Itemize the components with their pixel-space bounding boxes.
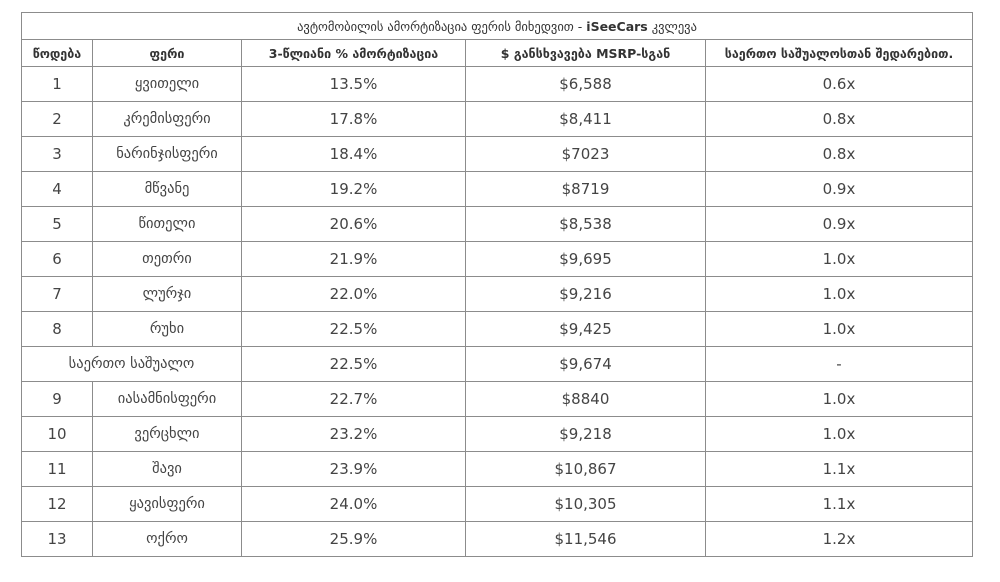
table-row <box>22 417 973 452</box>
table-row <box>22 312 973 347</box>
rank-cell: 2 <box>22 102 93 137</box>
table-row <box>22 172 973 207</box>
table-row <box>22 102 973 137</box>
vs-average-cell: 0.9x <box>706 207 973 242</box>
color-cell: ვერცხლი <box>93 417 242 452</box>
depreciation-cell: 22.5% <box>242 312 466 347</box>
color-cell: ნარინჯისფერი <box>93 137 242 172</box>
msrp-difference-cell: $9,216 <box>466 277 706 312</box>
color-cell: ყვითელი <box>93 67 242 102</box>
msrp-difference-cell: $8719 <box>466 172 706 207</box>
rank-cell: 3 <box>22 137 93 172</box>
vs-average-cell: 1.0x <box>706 382 973 417</box>
rank-cell: 8 <box>22 312 93 347</box>
table-row <box>22 522 973 557</box>
header-msrp-difference: $ განსხვავება MSRP-სგან <box>466 40 706 67</box>
title-suffix: კვლევა <box>647 18 697 34</box>
vs-average-cell: 0.8x <box>706 102 973 137</box>
vs-average-cell: 1.1x <box>706 452 973 487</box>
title-source: iSeeCars <box>586 18 648 34</box>
color-cell: იასამნისფერი <box>93 382 242 417</box>
depreciation-cell: 21.9% <box>242 242 466 277</box>
rank-cell: 10 <box>22 417 93 452</box>
msrp-difference-cell: $8840 <box>466 382 706 417</box>
rank-cell: 12 <box>22 487 93 522</box>
depreciation-cell: 23.9% <box>242 452 466 487</box>
depreciation-cell: 22.0% <box>242 277 466 312</box>
rank-cell: 9 <box>22 382 93 417</box>
title-prefix: ავტომობილის ამორტიზაცია ფერის მიხედვით - <box>297 18 587 34</box>
color-cell: ლურჯი <box>93 277 242 312</box>
table-header-row <box>22 40 973 67</box>
table-row <box>22 277 973 312</box>
rank-cell: 6 <box>22 242 93 277</box>
rank-cell: 1 <box>22 67 93 102</box>
depreciation-cell: 25.9% <box>242 522 466 557</box>
vs-average-cell: 0.9x <box>706 172 973 207</box>
vs-average-cell: 1.0x <box>706 242 973 277</box>
header-depreciation: 3-წლიანი % ამორტიზაცია <box>242 40 466 67</box>
table-row <box>22 242 973 277</box>
header-color: ფერი <box>93 40 242 67</box>
vs-average-cell: 0.8x <box>706 137 973 172</box>
depreciation-cell: 24.0% <box>242 487 466 522</box>
msrp-difference-cell: $6,588 <box>466 67 706 102</box>
color-cell: ყავისფერი <box>93 487 242 522</box>
table-title-row <box>22 13 973 40</box>
msrp-difference-cell: $11,546 <box>466 522 706 557</box>
msrp-difference-cell: $9,695 <box>466 242 706 277</box>
header-rank: წოდება <box>22 40 93 67</box>
table-row <box>22 487 973 522</box>
vs-average-cell: 1.0x <box>706 277 973 312</box>
vs-average-cell: 1.2x <box>706 522 973 557</box>
depreciation-cell: 20.6% <box>242 207 466 242</box>
msrp-difference-cell: $9,674 <box>466 347 706 382</box>
table-row <box>22 452 973 487</box>
vs-average-cell: 1.1x <box>706 487 973 522</box>
vs-average-cell: - <box>706 347 973 382</box>
msrp-difference-cell: $9,425 <box>466 312 706 347</box>
depreciation-cell: 19.2% <box>242 172 466 207</box>
msrp-difference-cell: $7023 <box>466 137 706 172</box>
color-cell: თეთრი <box>93 242 242 277</box>
overall-average-row <box>22 347 973 382</box>
msrp-difference-cell: $9,218 <box>466 417 706 452</box>
table-row <box>22 137 973 172</box>
depreciation-cell: 22.7% <box>242 382 466 417</box>
rank-cell: 7 <box>22 277 93 312</box>
vs-average-cell: 0.6x <box>706 67 973 102</box>
depreciation-cell: 23.2% <box>242 417 466 452</box>
vs-average-cell: 1.0x <box>706 417 973 452</box>
depreciation-cell: 22.5% <box>242 347 466 382</box>
color-cell: კრემისფერი <box>93 102 242 137</box>
table-row <box>22 67 973 102</box>
msrp-difference-cell: $8,538 <box>466 207 706 242</box>
msrp-difference-cell: $10,867 <box>466 452 706 487</box>
msrp-difference-cell: $8,411 <box>466 102 706 137</box>
depreciation-cell: 17.8% <box>242 102 466 137</box>
table-row <box>22 207 973 242</box>
vs-average-cell: 1.0x <box>706 312 973 347</box>
header-vs-average: საერთო საშუალოსთან შედარებით. <box>706 40 973 67</box>
rank-cell: 11 <box>22 452 93 487</box>
table-title <box>22 13 973 40</box>
depreciation-cell: 18.4% <box>242 137 466 172</box>
table-row <box>22 382 973 417</box>
color-cell: შავი <box>93 452 242 487</box>
color-cell: წითელი <box>93 207 242 242</box>
depreciation-table-container <box>21 12 972 557</box>
rank-cell: 5 <box>22 207 93 242</box>
depreciation-by-color-table <box>21 12 973 557</box>
msrp-difference-cell: $10,305 <box>466 487 706 522</box>
color-cell: მწვანე <box>93 172 242 207</box>
rank-cell: 13 <box>22 522 93 557</box>
overall-average-label: საერთო საშუალო <box>22 347 242 382</box>
rank-cell: 4 <box>22 172 93 207</box>
color-cell: ოქრო <box>93 522 242 557</box>
depreciation-cell: 13.5% <box>242 67 466 102</box>
color-cell: რუხი <box>93 312 242 347</box>
